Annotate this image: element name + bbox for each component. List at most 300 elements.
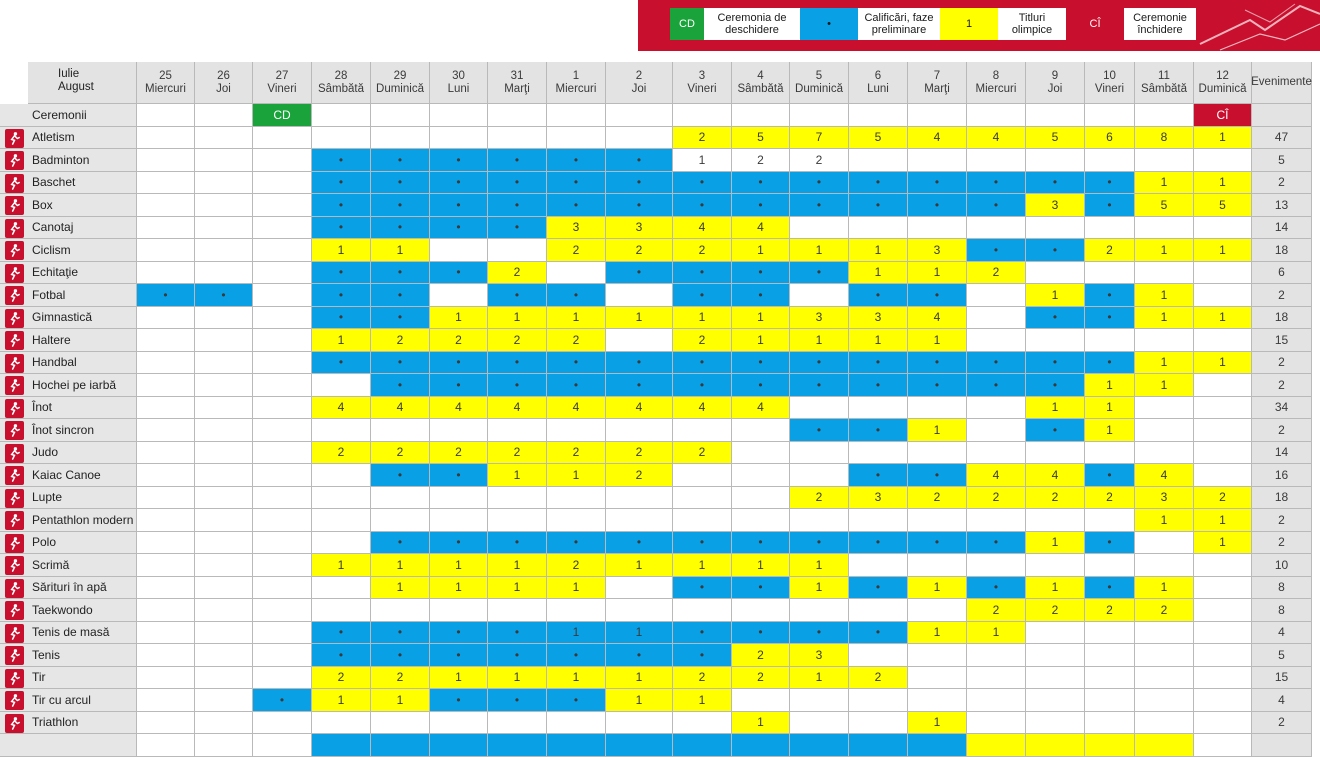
sport-name: Kaiac Canoe <box>32 467 101 482</box>
schedule-cell <box>253 307 312 330</box>
cell-value: • <box>934 287 940 302</box>
schedule-cell <box>908 622 967 645</box>
schedule-cell <box>488 239 547 262</box>
cell-value: 2 <box>396 332 404 347</box>
sport-row-label <box>0 217 137 240</box>
schedule-cell <box>1085 374 1135 397</box>
day-name: Vineri <box>1094 82 1125 95</box>
schedule-cell <box>967 194 1026 217</box>
schedule-cell <box>790 577 849 600</box>
schedule-cell <box>673 284 732 307</box>
schedule-cell <box>790 284 849 307</box>
schedule-cell <box>253 172 312 195</box>
schedule-cell <box>1026 689 1085 712</box>
schedule-cell <box>195 734 253 757</box>
schedule-cell <box>732 464 790 487</box>
sport-row-label <box>0 419 137 442</box>
cell-value: 3 <box>572 220 580 235</box>
schedule-cell <box>312 712 371 735</box>
events-count: 4 <box>1252 622 1312 645</box>
schedule-cell <box>1135 689 1194 712</box>
schedule-cell <box>312 554 371 577</box>
schedule-cell <box>606 419 673 442</box>
schedule-cell <box>137 419 195 442</box>
schedule-cell <box>547 104 606 127</box>
sport-name: Înot sincron <box>32 422 95 437</box>
schedule-cell <box>673 442 732 465</box>
cell-value: 4 <box>933 310 941 325</box>
schedule-cell <box>312 734 371 757</box>
cell-value: • <box>816 625 822 640</box>
schedule-cell <box>673 712 732 735</box>
schedule-cell <box>195 352 253 375</box>
legend-bar <box>638 0 1320 51</box>
schedule-cell <box>253 667 312 690</box>
schedule-cell <box>606 217 673 240</box>
cell-value: 2 <box>1160 602 1168 617</box>
sport-row-label <box>0 689 137 712</box>
sport-name: Judo <box>32 445 59 460</box>
schedule-cell <box>430 307 488 330</box>
schedule-cell <box>849 284 908 307</box>
schedule-cell <box>547 554 606 577</box>
sport-name: Haltere <box>32 332 71 347</box>
month-july: Iulie <box>58 68 80 80</box>
schedule-cell <box>1026 239 1085 262</box>
schedule-cell <box>488 509 547 532</box>
cell-value: • <box>514 625 520 640</box>
day-header <box>967 62 1026 104</box>
cell-value: • <box>1052 175 1058 190</box>
sport-name: Fotbal <box>32 287 66 302</box>
schedule-cell <box>673 509 732 532</box>
schedule-cell <box>1026 442 1085 465</box>
schedule-cell <box>371 712 430 735</box>
schedule-cell <box>371 667 430 690</box>
schedule-cell <box>547 442 606 465</box>
cell-value: • <box>456 220 461 235</box>
schedule-cell <box>195 194 253 217</box>
schedule-cell <box>253 329 312 352</box>
schedule-cell <box>430 397 488 420</box>
schedule-cell <box>137 374 195 397</box>
tennis-icon <box>5 646 24 665</box>
schedule-cell <box>1135 667 1194 690</box>
cell-value: • <box>573 287 579 302</box>
cell-value: • <box>934 467 940 482</box>
cell-value: • <box>456 175 461 190</box>
schedule-cell <box>790 487 849 510</box>
schedule-cell <box>849 442 908 465</box>
schedule-cell <box>1026 262 1085 285</box>
schedule-cell <box>195 172 253 195</box>
schedule-cell <box>606 262 673 285</box>
cell-value: 1 <box>1219 535 1226 550</box>
cell-value: • <box>338 197 344 212</box>
schedule-cell <box>908 689 967 712</box>
schedule-cell <box>849 599 908 622</box>
schedule-cell <box>606 127 673 150</box>
schedule-cell <box>312 307 371 330</box>
schedule-cell <box>967 397 1026 420</box>
schedule-cell <box>1135 644 1194 667</box>
cell-value: 2 <box>513 265 521 280</box>
schedule-cell <box>790 644 849 667</box>
schedule-cell <box>1026 397 1085 420</box>
schedule-cell <box>1026 194 1085 217</box>
cell-value: • <box>993 197 999 212</box>
schedule-cell <box>790 667 849 690</box>
schedule-cell <box>606 329 673 352</box>
schedule-cell <box>488 127 547 150</box>
cell-value: • <box>573 647 579 662</box>
cell-value: 2 <box>396 445 404 460</box>
schedule-cell <box>790 734 849 757</box>
cell-value: 1 <box>933 580 941 595</box>
schedule-cell <box>790 509 849 532</box>
schedule-cell <box>790 172 849 195</box>
sport-row-label <box>0 352 137 375</box>
schedule-cell <box>1194 397 1252 420</box>
schedule-cell <box>488 464 547 487</box>
cell-value: • <box>397 355 403 370</box>
schedule-cell <box>849 329 908 352</box>
schedule-cell <box>967 577 1026 600</box>
schedule-cell <box>849 734 908 757</box>
schedule-cell <box>1085 734 1135 757</box>
schedule-cell <box>849 667 908 690</box>
cell-value: • <box>514 535 520 550</box>
cell-value: 1 <box>1106 422 1113 437</box>
schedule-cell <box>606 734 673 757</box>
cell-value: • <box>514 220 520 235</box>
cell-value: 1 <box>1160 355 1168 370</box>
cell-value: • <box>397 152 403 167</box>
cell-value: CÎ <box>1216 107 1229 122</box>
cell-value: • <box>636 265 642 280</box>
schedule-cell <box>195 217 253 240</box>
schedule-cell <box>1026 172 1085 195</box>
schedule-cell <box>732 577 790 600</box>
schedule-cell <box>908 487 967 510</box>
events-count: 16 <box>1252 464 1312 487</box>
athletics-icon <box>5 129 24 148</box>
schedule-cell <box>430 284 488 307</box>
cell-value: 7 <box>815 130 823 145</box>
schedule-cell <box>547 509 606 532</box>
schedule-cell <box>430 194 488 217</box>
schedule-cell <box>606 599 673 622</box>
schedule-cell <box>312 532 371 555</box>
cell-value: • <box>1052 242 1058 257</box>
sport-row-label <box>0 262 137 285</box>
cell-value: • <box>338 310 344 325</box>
schedule-cell <box>908 239 967 262</box>
schedule-cell <box>1085 464 1135 487</box>
schedule-cell <box>1194 554 1252 577</box>
schedule-cell <box>137 284 195 307</box>
schedule-cell <box>1135 352 1194 375</box>
sport-row-label <box>0 667 137 690</box>
day-number: 31 <box>510 69 524 82</box>
cell-value: 1 <box>815 242 823 257</box>
cell-value: • <box>636 535 642 550</box>
day-number: 3 <box>698 69 706 82</box>
schedule-cell <box>430 622 488 645</box>
cell-value: • <box>397 377 403 392</box>
cell-value: • <box>1107 535 1112 550</box>
schedule-cell <box>488 374 547 397</box>
cell-value: • <box>993 175 999 190</box>
schedule-cell <box>908 599 967 622</box>
cell-value: • <box>456 467 461 482</box>
schedule-cell <box>547 284 606 307</box>
day-header <box>1135 62 1194 104</box>
cell-value: 2 <box>815 152 823 167</box>
schedule-cell <box>1194 127 1252 150</box>
schedule-cell <box>908 532 967 555</box>
schedule-cell <box>488 172 547 195</box>
schedule-cell <box>1085 644 1135 667</box>
cell-value: 4 <box>698 220 706 235</box>
cell-value: 1 <box>513 557 521 572</box>
schedule-cell <box>732 644 790 667</box>
day-number: 29 <box>393 69 407 82</box>
cell-value: 4 <box>992 130 1000 145</box>
sport-row-label <box>0 644 137 667</box>
schedule-cell <box>1026 464 1085 487</box>
cell-value: 4 <box>698 400 706 415</box>
cell-value: • <box>1052 422 1058 437</box>
schedule-cell <box>312 622 371 645</box>
cell-value: 1 <box>815 580 823 595</box>
cell-value: • <box>875 580 881 595</box>
schedule-cell <box>430 599 488 622</box>
schedule-cell <box>790 149 849 172</box>
legend-label-closing: Ceremonie închidere <box>1124 8 1196 40</box>
schedule-cell <box>967 442 1026 465</box>
schedule-cell <box>195 667 253 690</box>
schedule-cell <box>1085 554 1135 577</box>
day-header <box>849 62 908 104</box>
schedule-cell <box>312 442 371 465</box>
schedule-cell <box>732 374 790 397</box>
schedule-cell <box>606 104 673 127</box>
schedule-cell <box>849 104 908 127</box>
schedule-cell <box>430 554 488 577</box>
day-number: 26 <box>217 69 230 82</box>
events-count: 2 <box>1252 374 1312 397</box>
schedule-cell <box>967 262 1026 285</box>
schedule-cell <box>967 509 1026 532</box>
events-count: 2 <box>1252 532 1312 555</box>
schedule-cell <box>430 667 488 690</box>
schedule-cell <box>312 104 371 127</box>
cell-value: • <box>699 647 705 662</box>
schedule-cell <box>967 464 1026 487</box>
legend-label-titles: Titluri olimpice <box>998 8 1066 40</box>
cell-value: 2 <box>635 467 643 482</box>
schedule-cell <box>547 712 606 735</box>
cell-value: 1 <box>635 670 643 685</box>
schedule-cell <box>371 599 430 622</box>
cell-value: • <box>1052 310 1058 325</box>
cell-value: • <box>456 265 461 280</box>
schedule-cell <box>253 127 312 150</box>
schedule-cell <box>312 284 371 307</box>
schedule-cell <box>1026 149 1085 172</box>
day-name: Miercuri <box>555 82 597 95</box>
events-count: 18 <box>1252 307 1312 330</box>
cell-value: 2 <box>1106 602 1113 617</box>
cell-value: • <box>816 175 822 190</box>
schedule-cell <box>673 599 732 622</box>
schedule-cell <box>137 262 195 285</box>
cell-value: • <box>636 355 642 370</box>
schedule-cell <box>849 622 908 645</box>
schedule-cell <box>547 262 606 285</box>
schedule-cell <box>1085 599 1135 622</box>
events-count: 2 <box>1252 712 1312 735</box>
schedule-cell <box>547 239 606 262</box>
schedule-cell <box>1194 172 1252 195</box>
schedule-cell <box>430 149 488 172</box>
day-number: 12 <box>1216 69 1229 82</box>
day-header <box>1194 62 1252 104</box>
schedule-cell <box>547 577 606 600</box>
schedule-cell <box>488 712 547 735</box>
schedule-cell <box>371 734 430 757</box>
events-count: 14 <box>1252 217 1312 240</box>
schedule-cell <box>137 127 195 150</box>
day-number: 30 <box>452 69 465 82</box>
sport-row-label <box>0 194 137 217</box>
cell-value: 2 <box>455 445 462 460</box>
schedule-cell <box>732 127 790 150</box>
cell-value: • <box>456 152 461 167</box>
schedule-cell <box>547 644 606 667</box>
schedule-cell <box>547 397 606 420</box>
day-name: Duminică <box>376 82 424 95</box>
cell-value: 2 <box>1106 490 1113 505</box>
cell-value: • <box>338 175 344 190</box>
schedule-cell <box>371 172 430 195</box>
sport-name: Baschet <box>32 175 76 190</box>
schedule-cell <box>967 307 1026 330</box>
cell-value: 4 <box>337 400 345 415</box>
events-count: 13 <box>1252 194 1312 217</box>
schedule-cell <box>908 172 967 195</box>
cycling-icon <box>5 241 24 260</box>
day-number: 2 <box>635 69 643 82</box>
cell-value: • <box>338 152 344 167</box>
day-header <box>430 62 488 104</box>
schedule-cell <box>908 104 967 127</box>
schedule-cell <box>430 464 488 487</box>
schedule-cell <box>606 509 673 532</box>
schedule-cell <box>1026 712 1085 735</box>
schedule-cell <box>732 329 790 352</box>
legend-swatch-qualifiers: • <box>800 8 858 40</box>
cell-value: 1 <box>572 310 580 325</box>
schedule-cell <box>1135 149 1194 172</box>
cell-value: 1 <box>513 580 521 595</box>
cell-value: 1 <box>874 332 882 347</box>
schedule-cell <box>908 262 967 285</box>
schedule-cell <box>673 464 732 487</box>
cell-value: • <box>456 692 461 707</box>
cell-value: 5 <box>874 130 882 145</box>
month-header <box>28 62 137 104</box>
sport-name: Gimnastică <box>32 310 93 325</box>
synchronized-swimming-icon <box>5 421 24 440</box>
events-count: 2 <box>1252 284 1312 307</box>
schedule-cell <box>849 352 908 375</box>
cell-value: • <box>397 220 403 235</box>
schedule-cell <box>1085 442 1135 465</box>
schedule-cell <box>371 554 430 577</box>
cell-value: 1 <box>1219 242 1226 257</box>
sport-row-label <box>0 104 137 127</box>
schedule-cell <box>1135 284 1194 307</box>
day-number: 7 <box>933 69 941 82</box>
schedule-cell <box>195 419 253 442</box>
schedule-cell <box>732 689 790 712</box>
schedule-cell <box>1194 712 1252 735</box>
schedule-cell <box>488 307 547 330</box>
day-name: Vineri <box>687 82 717 95</box>
cell-value: 2 <box>1051 602 1059 617</box>
events-count: 2 <box>1252 509 1312 532</box>
day-number: 6 <box>874 69 882 82</box>
schedule-cell <box>253 464 312 487</box>
cell-value: • <box>1052 355 1058 370</box>
schedule-cell <box>253 712 312 735</box>
schedule-cell <box>1026 509 1085 532</box>
cell-value: • <box>397 265 403 280</box>
events-count: 14 <box>1252 442 1312 465</box>
schedule-cell <box>253 284 312 307</box>
schedule-cell <box>606 487 673 510</box>
cell-value: • <box>573 355 579 370</box>
schedule-cell <box>908 464 967 487</box>
schedule-cell <box>253 644 312 667</box>
schedule-cell <box>253 734 312 757</box>
schedule-cell <box>1085 149 1135 172</box>
cell-value: • <box>816 377 822 392</box>
events-count: 8 <box>1252 577 1312 600</box>
fencing-icon <box>5 556 24 575</box>
schedule-cell <box>547 689 606 712</box>
schedule-cell <box>253 262 312 285</box>
schedule-cell <box>908 329 967 352</box>
schedule-cell <box>1194 194 1252 217</box>
schedule-cell <box>430 217 488 240</box>
schedule-cell <box>137 487 195 510</box>
cell-value: • <box>1107 467 1112 482</box>
cell-value: 1 <box>1160 580 1168 595</box>
events-count: 15 <box>1252 329 1312 352</box>
schedule-cell <box>195 532 253 555</box>
cell-value: 1 <box>933 422 941 437</box>
schedule-cell <box>253 419 312 442</box>
sport-name: Tir <box>32 670 46 685</box>
schedule-cell <box>137 217 195 240</box>
schedule-cell <box>732 509 790 532</box>
day-number: 5 <box>815 69 823 82</box>
legend-label-qualifiers: Calificări, faze preliminare <box>858 8 940 40</box>
schedule-cell <box>908 667 967 690</box>
